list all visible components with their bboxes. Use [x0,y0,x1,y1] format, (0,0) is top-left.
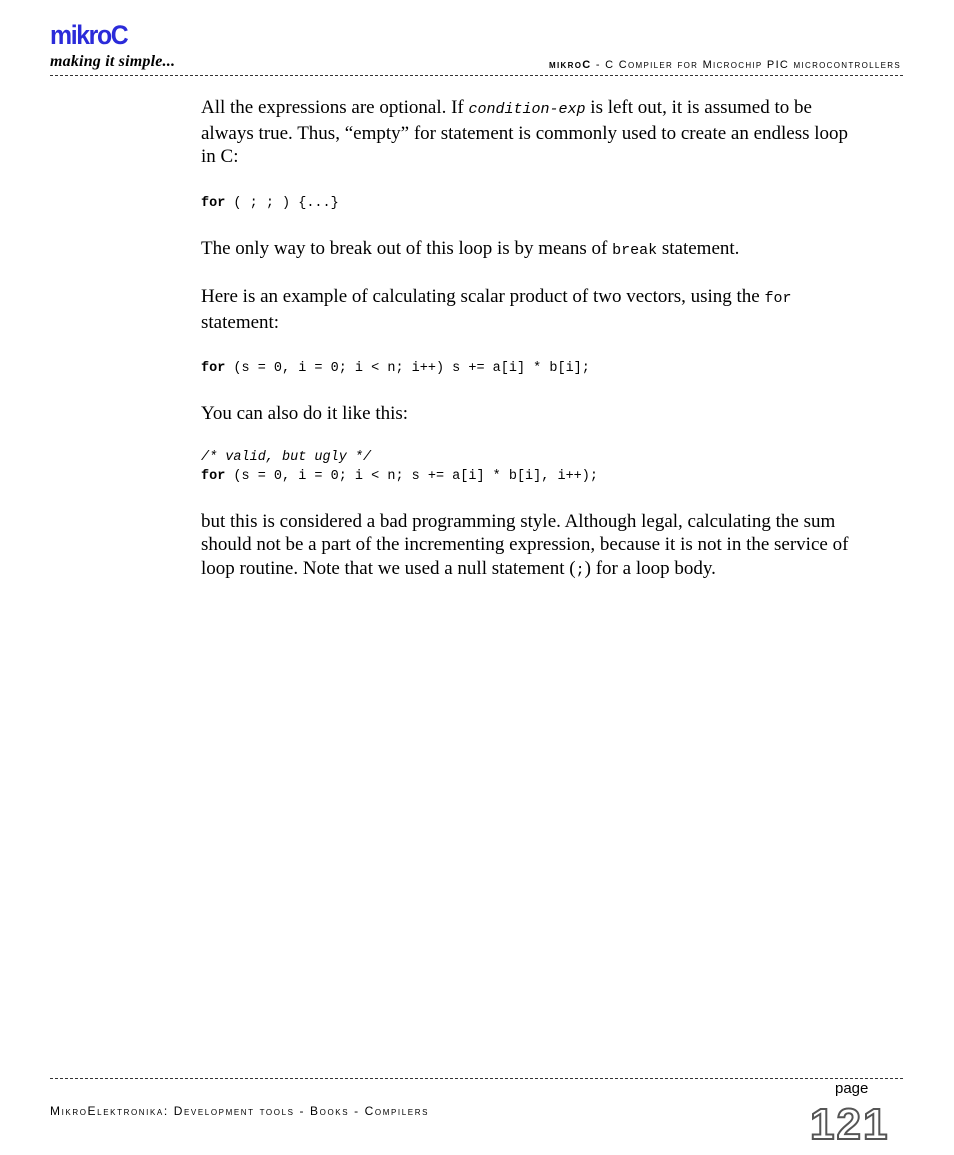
header-title-rest: - C Compiler for Microchip PIC microcontrollers [591,59,901,71]
tagline: making it simple... [50,53,176,70]
code-comment: /* valid, but ugly */ [201,449,372,465]
text: is left out, it is assumed to be always true. Thus, “empty” for statement is commonly used to create an endless loop in C: [201,97,849,167]
paragraph-optional-expressions [201,96,861,169]
text: All the expressions are optional. If [201,97,469,118]
inline-code-break: break [612,241,658,259]
text: The only way to break out of this loop is by means of [201,237,613,259]
paragraph-scalar-product [201,285,861,334]
page-body [201,96,861,582]
page-label: page [835,1080,869,1097]
header-divider [50,75,903,76]
text: but this is considered a bad programming style. Although legal, calculating the sum should not be a part of the incrementing expression, because it is not in the service of loop routine. Note that we used a null statement ( [201,510,849,579]
code-text: ( ; ; ) {...} [225,195,339,211]
header-title [549,59,901,71]
text: Here is an example of calculating scalar product of two vectors, using the [201,286,765,307]
code-keyword: for [201,361,226,376]
code-text: (s = 0, i = 0; i < n; s += a[i] * b[i], i++); [225,468,598,484]
code-text: (s = 0, i = 0; i < n; i++) s += a[i] * b[i]; [225,361,590,376]
code-block-ugly [201,448,861,486]
text: ) for a loop body. [584,557,716,579]
paragraph-break [201,237,861,263]
header-title-brand: mikroC [549,59,592,71]
code-block-endless-loop [201,194,861,213]
inline-code-for: for [764,290,792,307]
inline-code-condition-exp: condition-exp [468,101,586,118]
footer-title: MikroElektronika: Development tools - Books - Compilers [50,1104,430,1118]
code-keyword: for [201,468,226,484]
text: statement. [657,237,740,259]
inline-code-semicolon: ; [575,561,585,579]
paragraph-bad-style [201,510,861,583]
mikroc-logo: mikroC [50,20,128,50]
code-keyword: for [201,195,226,211]
footer-divider [50,1078,903,1079]
code-block-scalar-product [201,359,861,378]
page-number: 121 [810,1100,890,1149]
paragraph-alternative: You can also do it like this: [201,403,409,424]
text: statement: [201,311,280,333]
